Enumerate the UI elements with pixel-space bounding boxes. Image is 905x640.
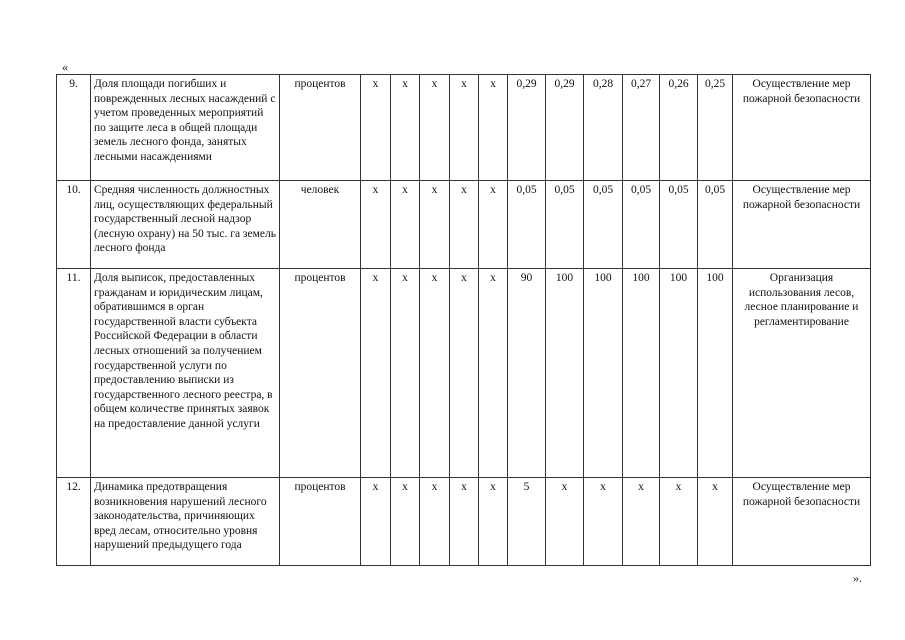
table-row: [57, 75, 871, 181]
table-row: [57, 181, 871, 269]
indicator-value: x: [361, 478, 391, 566]
indicator-value: x: [391, 75, 420, 181]
indicators-table: [56, 74, 871, 566]
indicator-value: 0,05: [584, 181, 623, 269]
unit-of-measure: процентов: [280, 478, 361, 566]
closing-quote: ».: [853, 571, 862, 585]
indicator-value: x: [546, 478, 584, 566]
indicator-value: x: [361, 75, 391, 181]
indicator-value: x: [450, 75, 479, 181]
measure-name: Организация использования лесов, лесное планирование и регламентирование: [733, 269, 871, 478]
indicator-value: x: [479, 75, 508, 181]
indicator-name: Доля площади погибших и поврежденных лесных насаждений с учетом проведенных мероприятий по защите леса в общей площади земель лесного фонда, занятых лесными насаждениями: [91, 75, 280, 181]
measure-name: Осуществление мер пожарной безопасности: [733, 75, 871, 181]
indicator-name: Средняя численность должностных лиц, осуществляющих федеральный государственный лесной надзор (лесную охрану) на 50 тыс. га земель лесного фонда: [91, 181, 280, 269]
measure-name: Осуществление мер пожарной безопасности: [733, 478, 871, 566]
indicator-value: 0,05: [660, 181, 698, 269]
indicator-value: x: [391, 269, 420, 478]
measure-name: Осуществление мер пожарной безопасности: [733, 181, 871, 269]
row-number: 9.: [57, 75, 91, 181]
indicator-value: 100: [623, 269, 660, 478]
indicator-value: x: [698, 478, 733, 566]
indicator-value: x: [479, 181, 508, 269]
indicator-value: 0,25: [698, 75, 733, 181]
indicator-value: x: [584, 478, 623, 566]
row-number: 11.: [57, 269, 91, 478]
indicator-value: x: [420, 75, 450, 181]
indicator-name: Динамика предотвращения возникновения нарушений лесного законодательства, причиняющих вред лесам, относительно уровня нарушений предыдущего года: [91, 478, 280, 566]
indicator-value: 100: [698, 269, 733, 478]
indicator-value: 5: [508, 478, 546, 566]
indicator-value: 0,05: [623, 181, 660, 269]
indicator-value: x: [479, 269, 508, 478]
table-row: [57, 269, 871, 478]
indicator-value: 0,05: [698, 181, 733, 269]
indicator-value: 0,27: [623, 75, 660, 181]
indicator-value: x: [623, 478, 660, 566]
indicator-value: 100: [584, 269, 623, 478]
table-row: [57, 478, 871, 566]
indicator-value: x: [420, 478, 450, 566]
indicator-value: 100: [660, 269, 698, 478]
opening-quote: «: [62, 60, 68, 74]
indicator-value: x: [361, 181, 391, 269]
unit-of-measure: человек: [280, 181, 361, 269]
indicator-value: 0,29: [546, 75, 584, 181]
indicator-value: x: [450, 478, 479, 566]
indicator-value: x: [420, 269, 450, 478]
indicator-value: x: [660, 478, 698, 566]
row-number: 10.: [57, 181, 91, 269]
row-number: 12.: [57, 478, 91, 566]
indicator-value: x: [420, 181, 450, 269]
indicator-value: 100: [546, 269, 584, 478]
indicator-value: 0,05: [508, 181, 546, 269]
indicator-value: 0,29: [508, 75, 546, 181]
indicator-value: 90: [508, 269, 546, 478]
indicator-value: 0,28: [584, 75, 623, 181]
unit-of-measure: процентов: [280, 75, 361, 181]
indicator-value: x: [479, 478, 508, 566]
indicator-name: Доля выписок, предоставленных гражданам и юридическим лицам, обратившимся в орган государственной власти субъекта Российской Федерации в области лесных отношений за получением государственной услуги по предоставлению выписки из государственного лесного реестра, в общем количестве принятых заявок на предоставление данной услуги: [91, 269, 280, 478]
unit-of-measure: процентов: [280, 269, 361, 478]
indicator-value: x: [450, 181, 479, 269]
indicator-value: x: [391, 181, 420, 269]
indicator-value: 0,26: [660, 75, 698, 181]
indicator-value: 0,05: [546, 181, 584, 269]
indicator-value: x: [361, 269, 391, 478]
indicator-value: x: [450, 269, 479, 478]
indicator-value: x: [391, 478, 420, 566]
